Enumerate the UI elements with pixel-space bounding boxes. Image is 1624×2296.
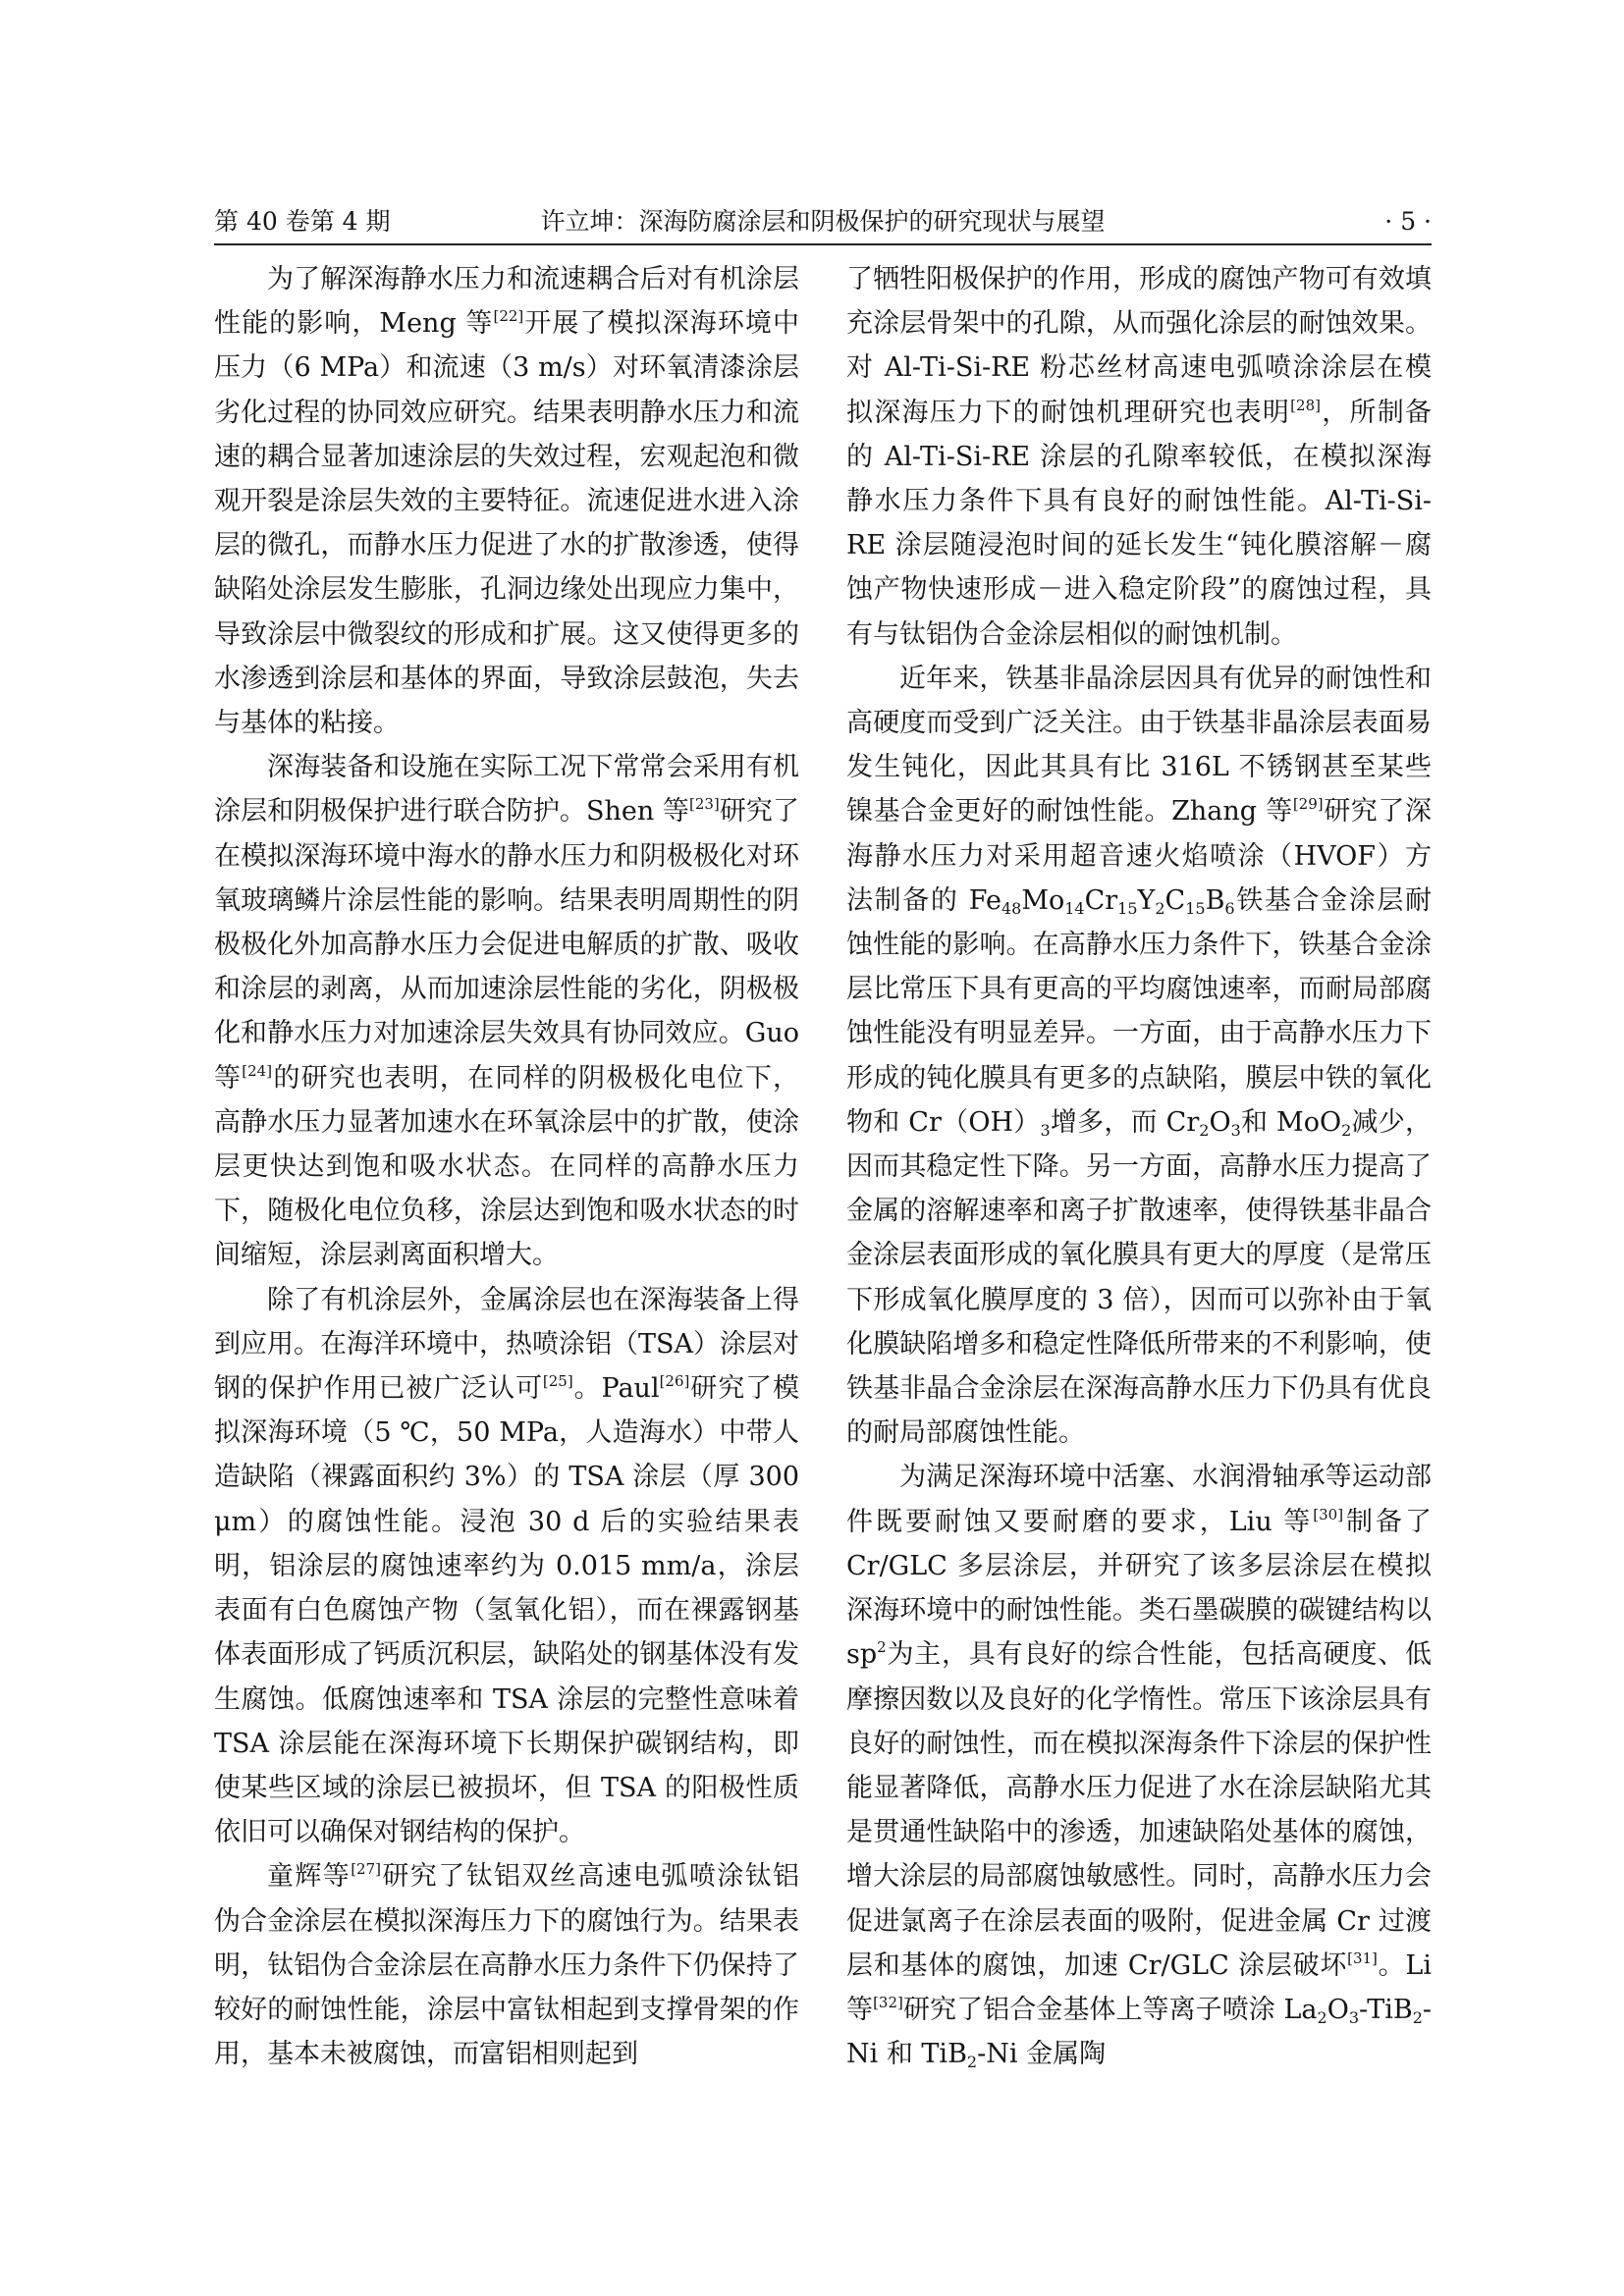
citation: [31] [1347,1949,1378,1967]
paragraph: 为了解深海静水压力和流速耦合后对有机涂层性能的影响，Meng 等[22]开展了模拟深海环境中压力（6 MPa）和流速（3 m/s）对环氧清漆涂层劣化过程的协同效应研究。结果表明静水压力和流速的耦合显著加速涂层的失效过程，宏观起泡和微观开裂是涂层失效的主要特征。流速促进水进入涂层的微孔，而静水压力促进了水的扩散渗透，使得缺陷处涂层发生膨胀，孔洞边缘处出现应力集中，导致涂层中微裂纹的形成和扩展。这又使得更多的水渗透到涂层和基体的界面，导致涂层鼓泡，失去与基体的粘接。 [214,264,799,739]
paragraph: 为满足深海环境中活塞、水润滑轴承等运动部件既要耐蚀又要耐磨的要求，Liu 等[30]制备了 Cr/GLC 多层涂层，并研究了该多层涂层在模拟深海环境中的耐蚀性能。类石墨碳膜的碳键结构以 $sp^2$为主，具有良好的综合性能，包括高硬度、低摩擦因数以及良好的化学惰性。常压下该涂层具有良好的耐蚀性，而在模拟深海条件下涂层的保护性能显著降低，高静水压力促进了水在涂层缺陷尤其是贯通性缺陷中的渗透，加速缺陷处基体的腐蚀，增大涂层的局部腐蚀敏感性。同时，高静水压力会促进氯离子在涂层表面的吸附，促进金属 Cr 过渡层和基体的腐蚀，加速 Cr/GLC 涂层破坏[31]。Li 等[32]研究了铝合金基体上等离子喷涂 $La_2O_3-TiB_2-Ni$ 和 TiB$_2$-Ni 金属陶 [846,1462,1432,2072]
paragraph: 近年来，铁基非晶涂层因具有优异的耐蚀性和高硬度而受到广泛关注。由于铁基非晶涂层表面易发生钝化，因此其具有比 316L 不锈钢甚至某些镍基合金更好的耐蚀性能。Zhang 等[29]研究了深海静水压力对采用超音速火焰喷涂（HVOF）方法制备的 $Fe_{48}Mo_{14}Cr_{15}Y_2C_{15}B_6$铁基合金涂层耐蚀性能的影响。在高静水压力条件下，铁基合金涂层比常压下具有更高的平均腐蚀速率，而耐局部腐蚀性能没有明显差异。一方面，由于高静水压力下形成的钝化膜具有更多的点缺陷，膜层中铁的氧化物和 $Cr(OH)_3$增多，而 $Cr_2O_3$和 MoO$_2$减少，因而其稳定性下降。另一方面，高静水压力提高了金属的溶解速率和离子扩散速率，使得铁基非晶合金涂层表面形成的氧化膜具有更大的厚度（是常压下形成氧化膜厚度的 3 倍），因而可以弥补由于氧化膜缺陷增多和稳定性降低所带来的不利影响，使铁基非晶合金涂层在深海高静水压力下仍具有优良的耐局部腐蚀性能。 [846,663,1432,1449]
citation: [23] [688,795,720,814]
paragraph: 深海装备和设施在实际工况下常常会采用有机涂层和阴极保护进行联合防护。Shen 等[23]研究了在模拟深海环境中海水的静水压力和阴极极化对环氧玻璃鳞片涂层性能的影响。结果表明周期性的阴极极化外加高静水压力会促进电解质的扩散、吸收和涂层的剥离，从而加速涂层性能的劣化，阴极极化和静水压力对加速涂层失效具有协同效应。Guo 等[24]的研究也表明，在同样的阴极极化电位下，高静水压力显著加速水在环氧涂层中的扩散，使涂层更快达到饱和吸水状态。在同样的高静水压力下，随极化电位负移，涂层达到饱和吸水状态的时间缩短，涂层剥离面积增大。 [214,752,799,1271]
paragraph-continued: 了牺牲阳极保护的作用，形成的腐蚀产物可有效填充涂层骨架中的孔隙，从而强化涂层的耐蚀效果。对 Al-Ti-Si-RE 粉芯丝材高速电弧喷涂涂层在模拟深海压力下的耐蚀机理研究也表明[28]，所制备的 Al-Ti-Si-RE 涂层的孔隙率较低，在模拟深海静水压力条件下具有良好的耐蚀性能。Al-Ti-Si-RE 涂层随浸泡时间的延长发生“钝化膜溶解－腐蚀产物快速形成－进入稳定阶段”的腐蚀过程，具有与钛铝伪合金涂层相似的耐蚀机制。 [846,264,1432,650]
header-rule [214,243,1432,245]
right-column [846,257,1432,2216]
paragraph: 除了有机涂层外，金属涂层也在深海装备上得到应用。在海洋环境中，热喷涂铝（TSA）涂层对钢的保护作用已被广泛认可[25]。Paul[26]研究了模拟深海环境（5 ℃，50 MPa，人造海水）中带人造缺陷（裸露面积约 3%）的 TSA 涂层（厚 300 μm）的腐蚀性能。浸泡 30 d 后的实验结果表明，铝涂层的腐蚀速率约为 0.015 mm/a，涂层表面有白色腐蚀产物（氢氧化铝），而在裸露钢基体表面形成了钙质沉积层，缺陷处的钢基体没有发生腐蚀。低腐蚀速率和 TSA 涂层的完整性意味着 TSA 涂层能在深海环境下长期保护碳钢结构，即使某些区域的涂层已被损坏，但 TSA 的阳极性质依旧可以确保对钢结构的保护。 [214,1284,799,1848]
citation: [24] [242,1061,273,1080]
citation: [30] [1313,1505,1344,1523]
citation: [26] [659,1372,690,1391]
left-column [214,257,799,2216]
citation: [25] [542,1372,573,1391]
citation: [28] [1290,396,1321,414]
running-title: 许立坤：深海防腐涂层和阴极保护的研究现状与展望 [540,207,1106,236]
citation: [29] [1292,795,1324,814]
paragraph: 童辉等[27]研究了钛铝双丝高速电弧喷涂钛铝伪合金涂层在模拟深海压力下的腐蚀行为。结果表明，钛铝伪合金涂层在高静水压力条件下仍保持了较好的耐蚀性能，涂层中富钛相起到支撑骨架的作用，基本未被腐蚀，而富铝相则起到 [214,1860,799,2070]
citation: [32] [873,1993,903,2011]
journal-volume-issue: 第 40 卷第 4 期 [214,207,391,236]
page-number: · 5 · [1384,207,1432,236]
citation: [22] [493,307,524,326]
running-header [214,204,1432,240]
citation: [27] [351,1860,381,1879]
